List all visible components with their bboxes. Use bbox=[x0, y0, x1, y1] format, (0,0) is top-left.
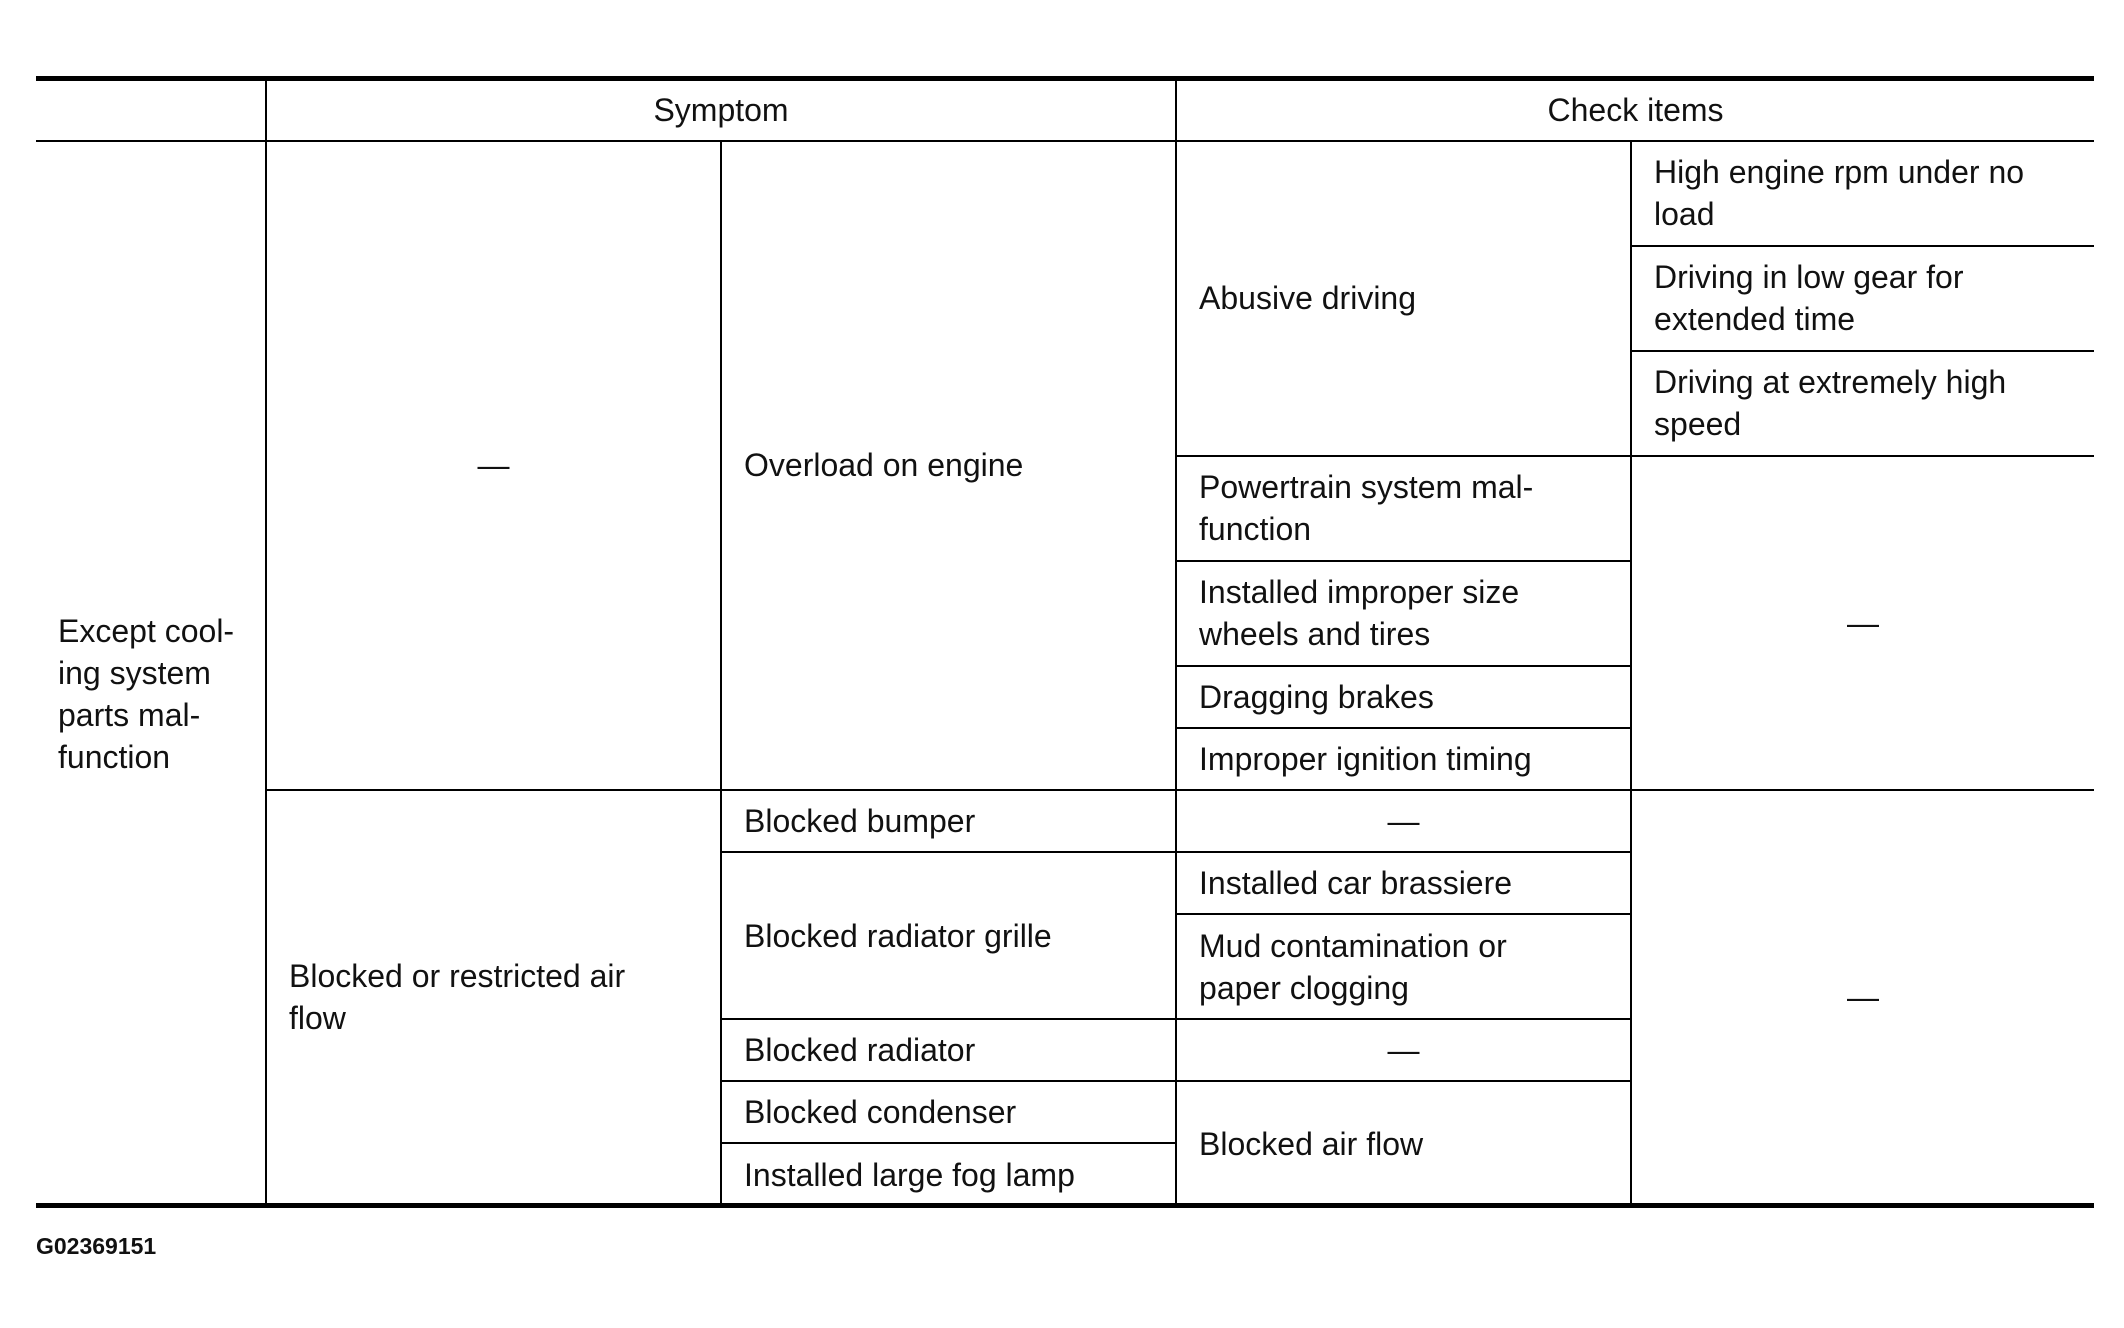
radiator-check-dash: — bbox=[1176, 1019, 1631, 1081]
airflow-detail-dash: — bbox=[1631, 790, 2094, 1206]
airflow-symptom: Blocked or restricted air flow bbox=[266, 790, 721, 1206]
airflow-item-grille: Blocked radiator grille bbox=[721, 852, 1176, 1019]
overload-symptom: Overload on engine bbox=[721, 141, 1176, 791]
abusive-detail-2: Driving in low gear for extended time bbox=[1631, 246, 2094, 351]
abusive-driving-cell: Abusive driving bbox=[1176, 141, 1631, 456]
check-item-brakes: Dragging brakes bbox=[1176, 666, 1631, 728]
overload-detail-dash: — bbox=[1631, 456, 2094, 791]
check-item-ignition: Improper ignition timing bbox=[1176, 728, 1631, 790]
check-item-powertrain: Powertrain system mal- function bbox=[1176, 456, 1631, 561]
abusive-detail-1: High engine rpm under no load bbox=[1631, 141, 2094, 246]
airflow-item-bumper: Blocked bumper bbox=[721, 790, 1176, 852]
check-item-wheels: Installed improper size wheels and tires bbox=[1176, 561, 1631, 666]
check-item-mud: Mud contamination or paper clogging bbox=[1176, 914, 1631, 1019]
header-corner-cell bbox=[36, 79, 266, 141]
airflow-item-condenser: Blocked condenser bbox=[721, 1081, 1176, 1143]
airflow-item-fog-lamp: Installed large fog lamp bbox=[721, 1143, 1176, 1205]
check-item-blocked-air-flow: Blocked air flow bbox=[1176, 1081, 1631, 1205]
abusive-detail-3: Driving at extremely high speed bbox=[1631, 351, 2094, 456]
figure-code: G02369151 bbox=[36, 1233, 157, 1259]
category-label: Except cool- ing system parts mal- function bbox=[58, 613, 235, 776]
check-table bbox=[36, 76, 2094, 1208]
airflow-item-radiator: Blocked radiator bbox=[721, 1019, 1176, 1081]
header-symptom: Symptom bbox=[266, 79, 1176, 141]
check-item-brassiere: Installed car brassiere bbox=[1176, 852, 1631, 914]
overload-symptom-dash: — bbox=[266, 141, 721, 791]
bumper-check-dash: — bbox=[1176, 790, 1631, 852]
header-check-items: Check items bbox=[1176, 79, 2094, 141]
category-cell bbox=[36, 141, 266, 1206]
